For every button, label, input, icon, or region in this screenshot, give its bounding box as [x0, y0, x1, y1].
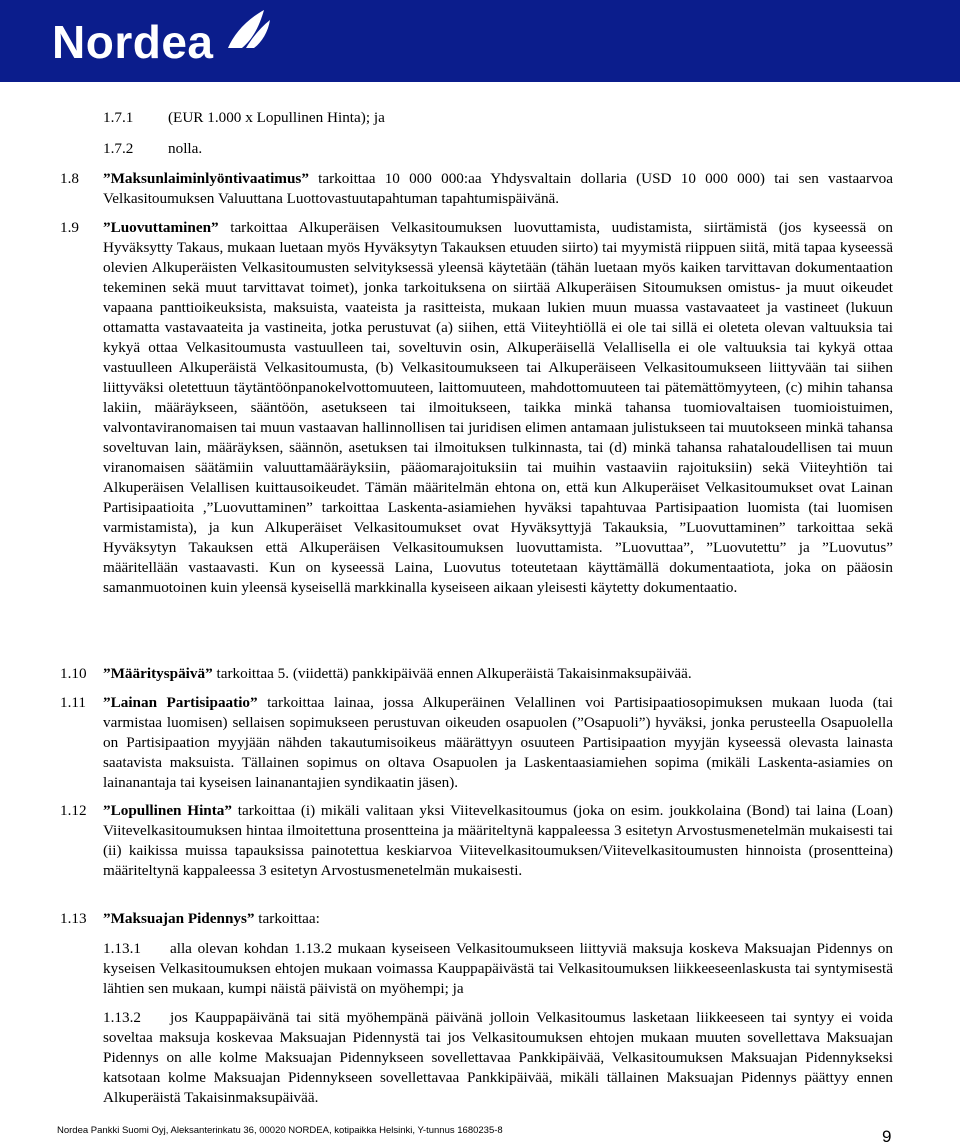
nordea-logo: Nordea	[52, 16, 214, 68]
page-number: 9	[882, 1127, 892, 1146]
clause-text	[103, 693, 893, 793]
definition-text: tarkoittaa:	[254, 910, 320, 927]
clause-text	[103, 939, 893, 999]
clause-text: nolla.	[168, 140, 203, 157]
clause-text	[103, 801, 893, 881]
definition-text: tarkoittaa 5. (viidettä) pankkipäivää ennen Alkuperäistä Takaisinmaksupäivää.	[212, 665, 692, 682]
clause-number: 1.7.1	[103, 109, 134, 126]
clause-number: 1.9	[60, 219, 79, 236]
definition-text: tarkoittaa Alkuperäisen Velkasitoumuksen luovuttamista, uudistamista, siirtämistä (jos kyseessä on Hyväksytty Takaus, mukaan luetaan myös Hyväksytyn Takauksen etuuden siirto) tai myymistä riippuen siitä, mitä tapaa kyseessä olevien Alkuperäisten Velkasitoumusten selvityksessä yleensä käytetään (tähän luetaan myös kaiken tarvittavan dokumentaation tekeminen sekä muut tarvittavat toimet), jonka tarkoituksena on siirtää Alkuperäisen Sitoumuksen omistus- ja muut oikeudet vapaana panttioikeuksista, maksuista, vaateista ja rasitteista, mukaan lukien muun muassa vastavaateet ja vastineet (lukuun ottamatta vastavaateita ja vastineita, jotka perustuvat (a) siihen, että Viiteyhtiöllä ei ole tai sillä ei oleteta olevan valtuuksia tai kykyä ottaa Velkasitoumusta vastuulleen tai, soveltuvin osin, Alkuperäisellä Velallisella ei ole valtuuksia tai kykyä ottaa vastuulleen Alkuperäistä Velkasitoumusta, (b) Velkasitoumukseen tai Alkuperäiseen Velkasitoumukseen liittyvään tai siihen liittyväksi oletettuun täytäntöönpanokelvottomuuteen, laittomuuteen, mahdottomuuteen tai pätemättömyyteen, (c) mihin tahansa lakiin, määräykseen, sääntöön, asetukseen tai ilmoitukseen, taikka minkä tahansa tuomiovaltaisen tuomioistuimen, valvontaviranomaisen tai muun vastaavan hallinnollisen tai juridisen elimen antamaan julistukseen tai muutokseen minkä tahansa soveltuvan lain, määräyksen, säännön, asetuksen tai ilmoituksen tulkinnasta, tai (d) minkä tahansa rahataloudellisen tai muun viranomaisen säätämiin valuuttamääräyksiin, pääomarajoituksiin tai muihin vastaaviin rajoituksiin) sekä Viiteyhtiön tai Alkuperäisen Velallisen kuittausoikeudet. Tämän määritelmän ehtona on, että kun Alkuperäiset Velkasitoumukset ovat Lainan Partisipaatioita ,”Luovuttaminen” tarkoittaa Laskenta-asiamiehen hyväksi tapahtuvaa Partisipaation luomista (tai luomisen varmistamista), ja kun Alkuperäiset Velkasitoumukset ovat Hyväksyttyjä Takauksia, ”Luovuttaminen” tarkoittaa sekä Hyväksytyn Takauksen että Alkuperäisen Velkasitoumuksen luovuttamista. ”Luovuttaa”, ”Luovutettu” ja ”Luovutus” määritellään vastaavasti. Kun on kyseessä Laina, Luovutus toteutetaan käyttämällä dokumentaatiota, joka on pääosin samanmuotoinen kuin yleensä kyseisellä markkinalla kyseiseen aikaan yleisesti käytetty dokumentaatio.	[103, 219, 893, 596]
clause-number: 1.11	[60, 694, 87, 711]
clause-number: 1.13.2	[103, 1009, 141, 1026]
clause-number: 1.13	[60, 910, 87, 927]
clause-number: 1.13.1	[103, 940, 141, 957]
definition-text: alla olevan kohdan 1.13.2 mukaan kyseiseen Velkasitoumukseen liittyviä maksuja koskeva Maksuajan Pidennys on kyseisen Velkasitoumuksen ehtojen mukaan voimassa Kauppapäivästä tai Velkasitoumuksen liikkeeseenlaskusta tai syntymisestä lähtien sen mukaan, kumpi näistä päivistä on myöhempi; ja	[103, 940, 893, 997]
sail-logo-icon	[220, 4, 272, 56]
definition-text: jos Kauppapäivänä tai sitä myöhempänä päivänä jolloin Velkasitoumus lasketaan liikkeeseen tai syntyy ei voida soveltaa maksuja koskevaa Maksuajan Pidennystä tai jos Velkasitoumuksen ehtojen mukaan muuten sovellettava Maksuajan Pidennys on alle kolme Maksuajan Pidennykseen sovellettavaa Pankkipäivää, Velkasitoumuksen Maksuajan Pidennykseksi katsotaan kolme Maksuajan Pidennykseen sovellettavaa Pankkipäivää, mikäli tällainen Maksuajan Pidennys päättyy ennen Alkuperäistä Takaisinmaksupäivää.	[103, 1009, 893, 1106]
clause-number: 1.7.2	[103, 140, 134, 157]
defined-term: ”Lopullinen Hinta”	[103, 802, 232, 819]
clause-number: 1.8	[60, 170, 79, 187]
clause-text	[103, 909, 893, 929]
clause-text	[103, 218, 893, 598]
defined-term: ”Määrityspäivä”	[103, 665, 213, 682]
defined-term: ”Maksunlaiminlyöntivaatimus”	[103, 170, 309, 187]
clause-text	[103, 169, 893, 209]
header-banner	[0, 0, 960, 82]
defined-term: ”Luovuttaminen”	[103, 219, 219, 236]
definition-text: tarkoittaa lainaa, jossa Alkuperäinen Velallinen voi Partisipaatiosopimuksen mukaan luoda (tai varmistaa luomisen) sellaisen sopimukseen perustuvan oikeuden osapuolen (”Osapuoli”) hyväksi, jonka perusteella Osapuolella on Partisipaation myyjään nähden takautumisoikeus määrättyyn osuuteen Partisipaation myyjän kyseessä olevasta lainasta saatavista maksuista. Tällainen sopimus on oltava Osapuolen ja Laskentaasiamiehen sopima (mikäli Laskenta-asiamies on lainanantaja tai kyseisen lainanantajien syndikaatin jäsen).	[103, 694, 893, 791]
clause-number: 1.12	[60, 802, 87, 819]
clause-text: (EUR 1.000 x Lopullinen Hinta); ja	[168, 109, 385, 126]
clause-text	[103, 664, 893, 684]
clause-text	[103, 1008, 893, 1108]
defined-term: ”Maksuajan Pidennys”	[103, 910, 255, 927]
defined-term: ”Lainan Partisipaatio”	[103, 694, 258, 711]
definition-text: tarkoittaa 10 000 000:aa Yhdysvaltain dollaria (USD 10 000 000) tai sen vastaarvoa Velkasitoumuksen Valuuttana Luottovastuutapahtuman tapahtumispäivänä.	[103, 170, 893, 207]
page-footer: Nordea Pankki Suomi Oyj, Aleksanterinkatu 36, 00020 NORDEA, kotipaikka Helsinki, Y-tunnus 1680235-8	[57, 1125, 503, 1136]
definition-text: tarkoittaa (i) mikäli valitaan yksi Viitevelkasitoumus (joka on esim. joukkolaina (Bond) tai laina (Loan) Viitevelkasitoumuksen hintaa ilmoitettuna prosentteina ja määriteltynä kappaleessa 3 esitetyn Arvostusmenetelmän mukaisesti tai (ii) kaikissa muissa tapauksissa painotettua keskiarvoa Viitevelkasitoumuksen/Viitevelkasitoumusten hinnoista (prosentteina) määriteltynä kappaleessa 3 esitetyn Arvostusmenetelmän mukaisesti.	[103, 802, 893, 879]
clause-number: 1.10	[60, 665, 87, 682]
